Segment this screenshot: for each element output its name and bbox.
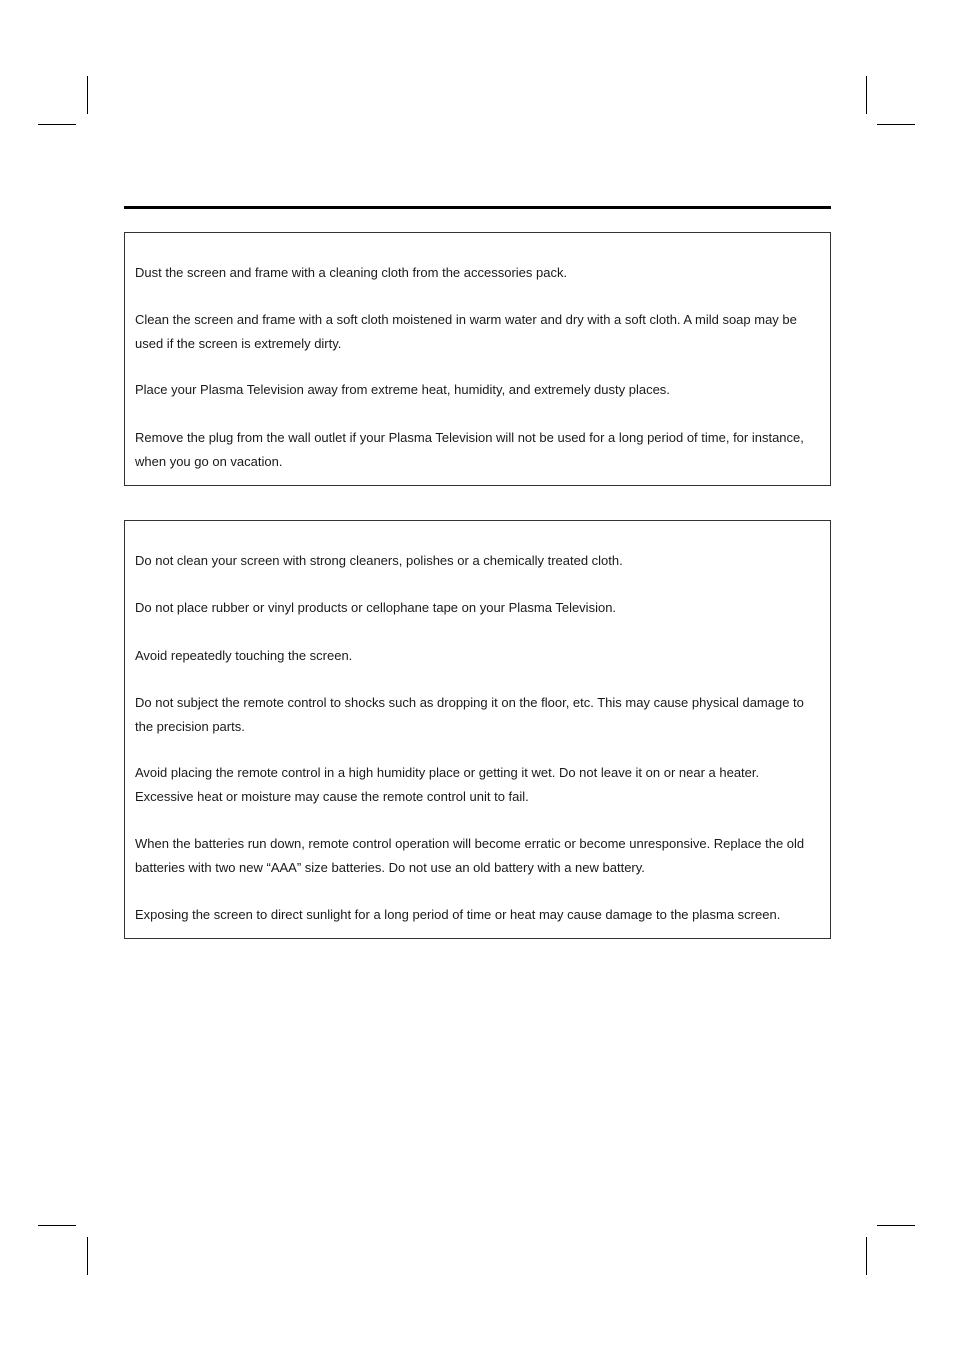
- care-item: Dust the screen and frame with a cleaning cloth from the accessories pack.: [135, 265, 568, 280]
- header-rule: [124, 206, 831, 209]
- crop-mark-top-right-horizontal: [877, 124, 915, 125]
- caution-item: Do not place rubber or vinyl products or cellophane tape on your Plasma Television.: [135, 600, 617, 615]
- crop-mark-bottom-right-horizontal: [877, 1225, 915, 1226]
- crop-mark-bottom-left-vertical: [87, 1237, 88, 1275]
- caution-item: When the batteries run down, remote control operation will become erratic or become unresponsive. Replace the old batteries with two new “AAA” size batteries. Do not use an old battery with a new battery.: [135, 836, 805, 875]
- caution-box: [124, 520, 831, 939]
- crop-mark-bottom-left-horizontal: [38, 1225, 76, 1226]
- care-item: Place your Plasma Television away from extreme heat, humidity, and extremely dusty places.: [135, 382, 670, 397]
- caution-item: Do not subject the remote control to shocks such as dropping it on the floor, etc. This may cause physical damage to the precision parts.: [135, 695, 804, 734]
- care-item: Clean the screen and frame with a soft cloth moistened in warm water and dry with a soft cloth. A mild soap may be used if the screen is extremely dirty.: [135, 312, 797, 351]
- crop-mark-bottom-right-vertical: [866, 1237, 867, 1275]
- care-instructions-box: [124, 232, 831, 486]
- caution-item: Avoid repeatedly touching the screen.: [135, 648, 353, 663]
- crop-mark-top-left-horizontal: [38, 124, 76, 125]
- caution-item: Do not clean your screen with strong cleaners, polishes or a chemically treated cloth.: [135, 553, 623, 568]
- crop-mark-top-right-vertical: [866, 76, 867, 114]
- care-item: Remove the plug from the wall outlet if your Plasma Television will not be used for a long period of time, for instance, when you go on vacation.: [135, 430, 804, 469]
- caution-item: Avoid placing the remote control in a high humidity place or getting it wet. Do not leave it on or near a heater. Excessive heat or moisture may cause the remote control unit to fail.: [135, 765, 760, 804]
- crop-mark-top-left-vertical: [87, 76, 88, 114]
- caution-item: Exposing the screen to direct sunlight for a long period of time or heat may cause damage to the plasma screen.: [135, 907, 781, 922]
